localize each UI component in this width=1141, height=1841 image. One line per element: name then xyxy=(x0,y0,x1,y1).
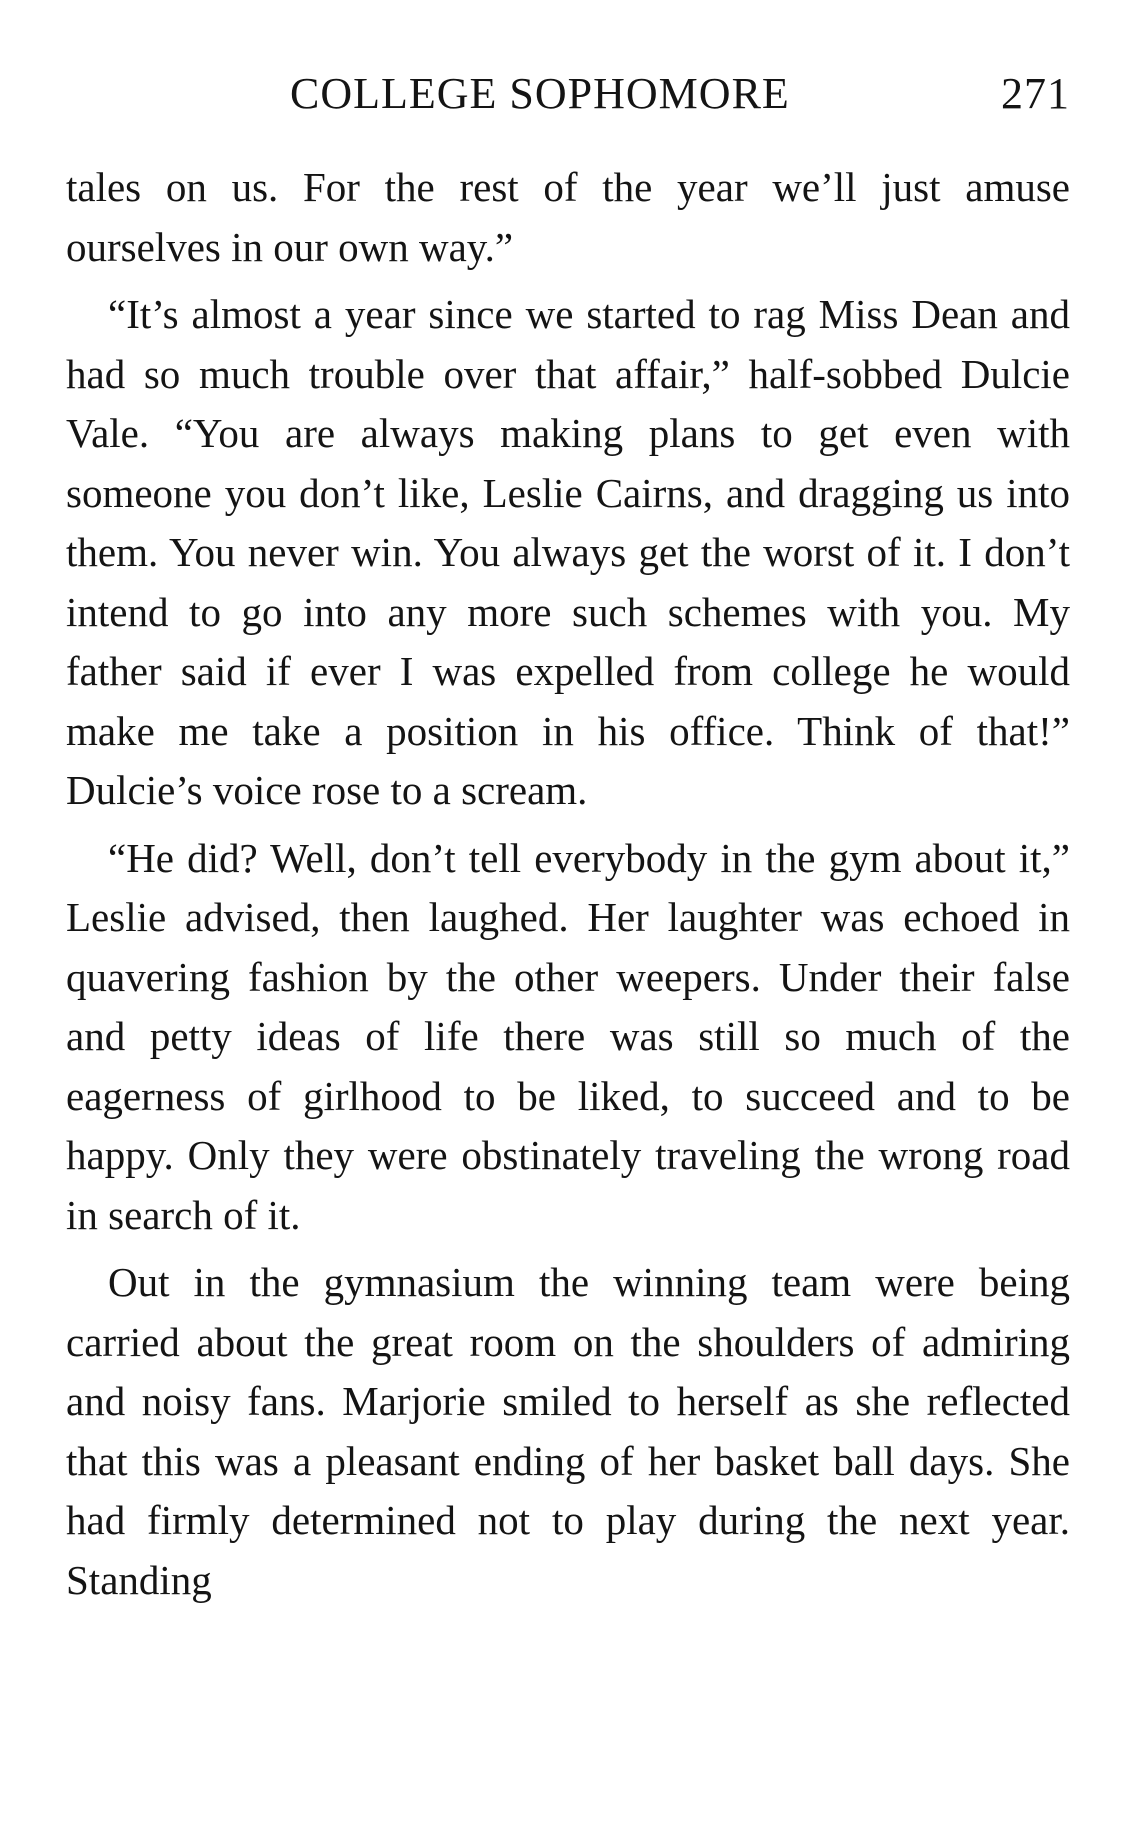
paragraph-leslie: “He did? Well, don’t tell everybody in the gym about it,” Leslie advised, then laughed. Her laughter was echoed in quavering fashion by the other weepers. Under their false and petty ideas of life there was still so much of the eagerness of girlhood to be liked, to succeed and to be happy. Only they were obstinately traveling the wrong road in search of it. xyxy=(66,834,1070,1238)
paragraph-gymnasium: Out in the gymnasium the winning team were being carried about the great room on the shoulders of admiring and noisy fans. Marjorie smiled to herself as she reflected that this was a pleasant ending of her basket ball days. She had firmly determined not to play during the next year. Standing xyxy=(66,1259,1070,1603)
paragraph-dulcie: “It’s almost a year since we started to rag Miss Dean and had so much trouble over that affair,” half-sobbed Dulcie Vale. “You are always making plans to get even with someone you don’t like, Leslie Cairns, and dragging us into them. You never win. You always get the worst of it. I don’t intend to go into any more such schemes with you. My father said if ever I was expelled from college he would make me take a position in his office. Think of that!” Dulcie’s voice rose to a scream. xyxy=(66,291,1070,813)
body-text xyxy=(66,158,1070,1618)
running-head xyxy=(70,68,1070,128)
paragraph-continued: tales on us. For the rest of the year we’ll just amuse ourselves in our own way.” xyxy=(66,164,1070,270)
page-number: 271 xyxy=(1001,69,1070,118)
running-title: COLLEGE SOPHOMORE xyxy=(290,69,790,118)
